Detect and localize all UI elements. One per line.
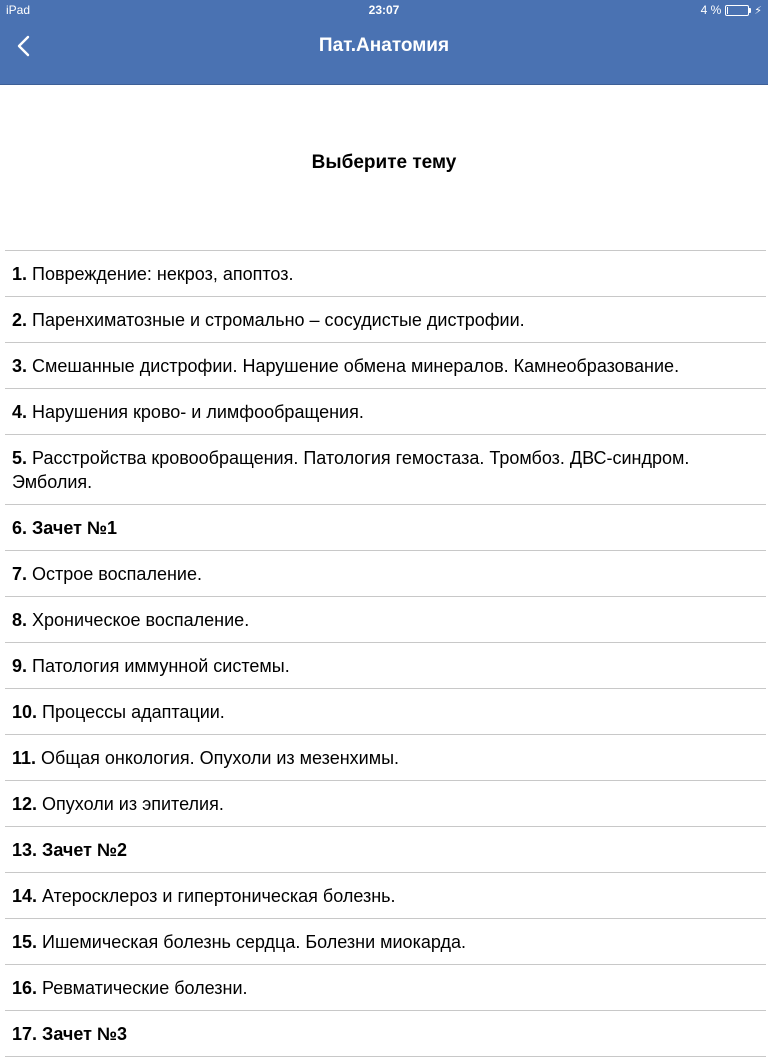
topic-item[interactable]	[5, 735, 766, 781]
topic-title: Ревматические болезни.	[42, 978, 248, 998]
topic-title: Повреждение: некроз, апоптоз.	[32, 264, 294, 284]
topic-list	[5, 250, 766, 1057]
topic-title: Смешанные дистрофии. Нарушение обмена минералов. Камнеобразование.	[32, 356, 680, 376]
topic-number: 1.	[12, 264, 28, 284]
topic-number: 5.	[12, 448, 28, 468]
status-bar	[0, 0, 768, 20]
topic-title: Патология иммунной системы.	[32, 656, 290, 676]
battery-fill	[727, 7, 728, 14]
topic-number: 7.	[12, 564, 28, 584]
topic-item[interactable]	[5, 919, 766, 965]
battery-status	[701, 3, 762, 17]
topic-title: Расстройства кровообращения. Патология гемостаза. Тромбоз. ДВС-синдром. Эмболия.	[12, 448, 690, 492]
topic-title: Зачет №3	[42, 1024, 128, 1044]
topic-title: Зачет №2	[42, 840, 128, 860]
topic-number: 17.	[12, 1024, 38, 1044]
charging-icon: ⚡	[754, 4, 762, 17]
status-time: 23:07	[368, 3, 400, 17]
topic-item[interactable]	[5, 781, 766, 827]
topic-item[interactable]	[5, 827, 766, 873]
topic-item[interactable]	[5, 689, 766, 735]
topic-number: 14.	[12, 886, 38, 906]
topic-number: 12.	[12, 794, 38, 814]
topic-number: 6.	[12, 518, 28, 538]
topic-number: 8.	[12, 610, 28, 630]
topic-title: Зачет №1	[32, 518, 117, 538]
topic-title: Хроническое воспаление.	[32, 610, 250, 630]
topic-item[interactable]	[5, 597, 766, 643]
topic-item[interactable]	[5, 251, 766, 297]
topic-number: 11.	[12, 748, 37, 768]
topic-item[interactable]	[5, 1011, 766, 1057]
header	[0, 0, 768, 85]
topic-number: 9.	[12, 656, 28, 676]
topic-item[interactable]	[5, 343, 766, 389]
topic-item[interactable]	[5, 873, 766, 919]
topic-title: Ишемическая болезнь сердца. Болезни миокарда.	[42, 932, 466, 952]
nav-bar	[0, 20, 768, 84]
topic-number: 15.	[12, 932, 38, 952]
topic-item[interactable]	[5, 965, 766, 1011]
topic-number: 10.	[12, 702, 38, 722]
topic-item[interactable]	[5, 435, 766, 505]
topic-item[interactable]	[5, 551, 766, 597]
topic-number: 3.	[12, 356, 28, 376]
battery-icon	[725, 5, 749, 16]
page-title: Пат.Анатомия	[318, 35, 450, 56]
section-heading: Выберите тему	[311, 152, 457, 173]
device-name: iPad	[6, 3, 31, 17]
topic-title: Паренхиматозные и стромально – сосудистые дистрофии.	[32, 310, 525, 330]
topic-title: Нарушения крово- и лимфообращения.	[32, 402, 364, 422]
topic-item[interactable]	[5, 505, 766, 551]
topic-item[interactable]	[5, 389, 766, 435]
topic-number: 4.	[12, 402, 28, 422]
topic-title: Процессы адаптации.	[42, 702, 225, 722]
topic-number: 2.	[12, 310, 28, 330]
topic-title: Общая онкология. Опухоли из мезенхимы.	[41, 748, 400, 768]
battery-percent: 4 %	[700, 3, 722, 17]
topic-number: 16.	[12, 978, 38, 998]
topic-title: Острое воспаление.	[32, 564, 202, 584]
topic-item[interactable]	[5, 297, 766, 343]
topic-number: 13.	[12, 840, 38, 860]
topic-item[interactable]	[5, 643, 766, 689]
topic-title: Опухоли из эпителия.	[42, 794, 224, 814]
topic-title: Атеросклероз и гипертоническая болезнь.	[42, 886, 396, 906]
